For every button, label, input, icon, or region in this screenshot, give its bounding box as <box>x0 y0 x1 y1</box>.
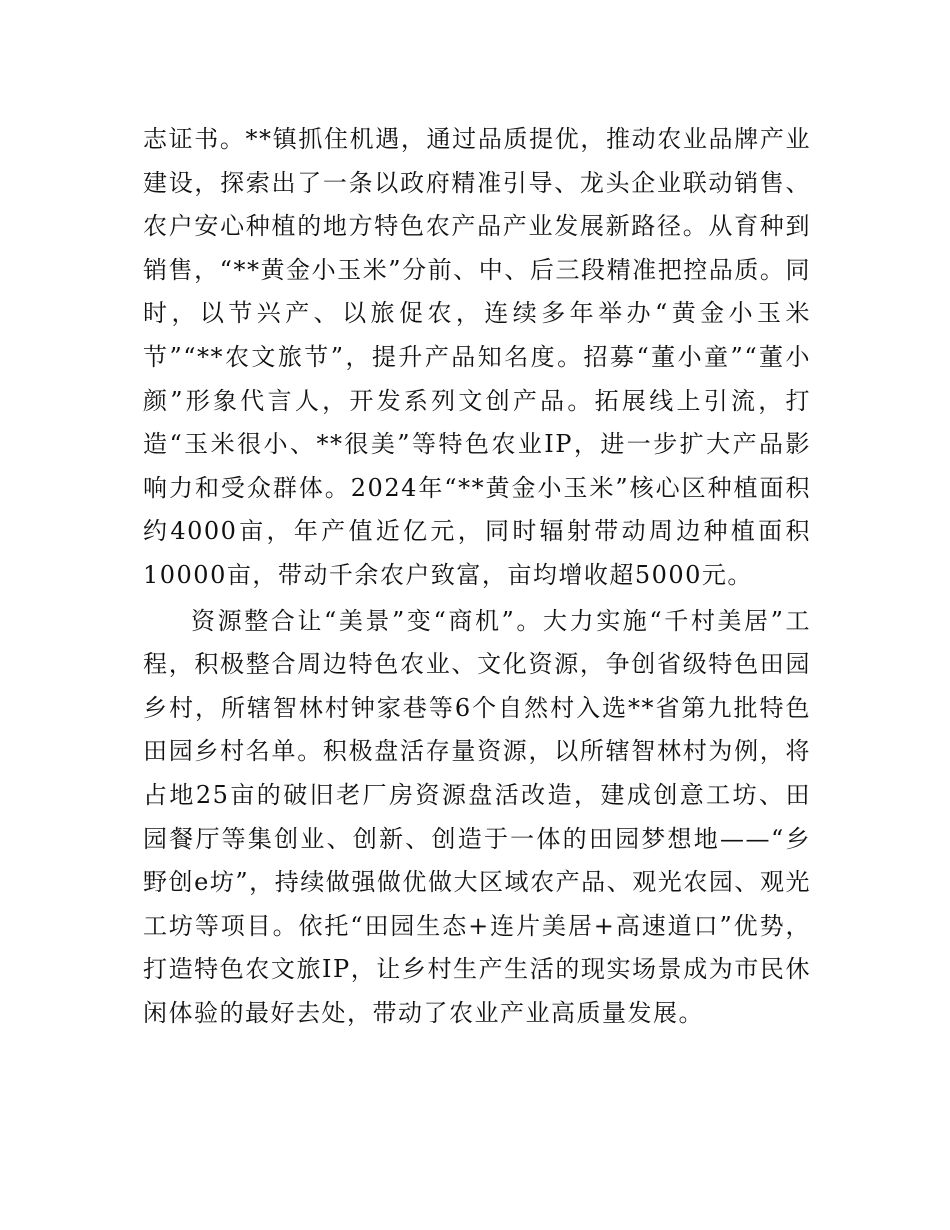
paragraph-resource-integration: 资源整合让“美景”变“商机”。大力实施“千村美居”工程，积极整合周边特色农业、文化资源，争创省级特色田园乡村，所辖智林村钟家巷等6个自然村入选**省第九批特色田园乡村名单。积极盘活存量资源，以所辖智林村为例，将占地25亩的破旧老厂房资源盘活改造，建成创意工坊、田园餐厅等集创业、创新、创造于一体的田园梦想地——“乡野创e坊”，持续做强做优做大区域农产品、观光农园、观光工坊等项目。依托“田园生态+连片美居+高速道口”优势，打造特色农文旅IP，让乡村生产生活的现实场景成为市民休闲体验的最好去处，带动了农业产业高质量发展。 <box>143 606 811 1027</box>
document-body <box>143 118 811 1035</box>
paragraph-continued: 志证书。**镇抓住机遇，通过品质提优，推动农业品牌产业建设，探索出了一条以政府精准引导、龙头企业联动销售、农户安心种植的地方特色农产品产业发展新路径。从育种到销售，“**黄金小玉米”分前、中、后三段精准把控品质。同时，以节兴产、以旅促农，连续多年举办“黄金小玉米节”“**农文旅节”，提升产品知名度。招募“董小童”“董小颜”形象代言人，开发系列文创产品。拓展线上引流，打造“玉米很小、**很美”等特色农业IP，进一步扩大产品影响力和受众群体。2024年“**黄金小玉米”核心区种植面积约4000亩，年产值近亿元，同时辐射带动周边种植面积10000亩，带动千余农户致富，亩均增收超5000元。 <box>143 125 811 589</box>
